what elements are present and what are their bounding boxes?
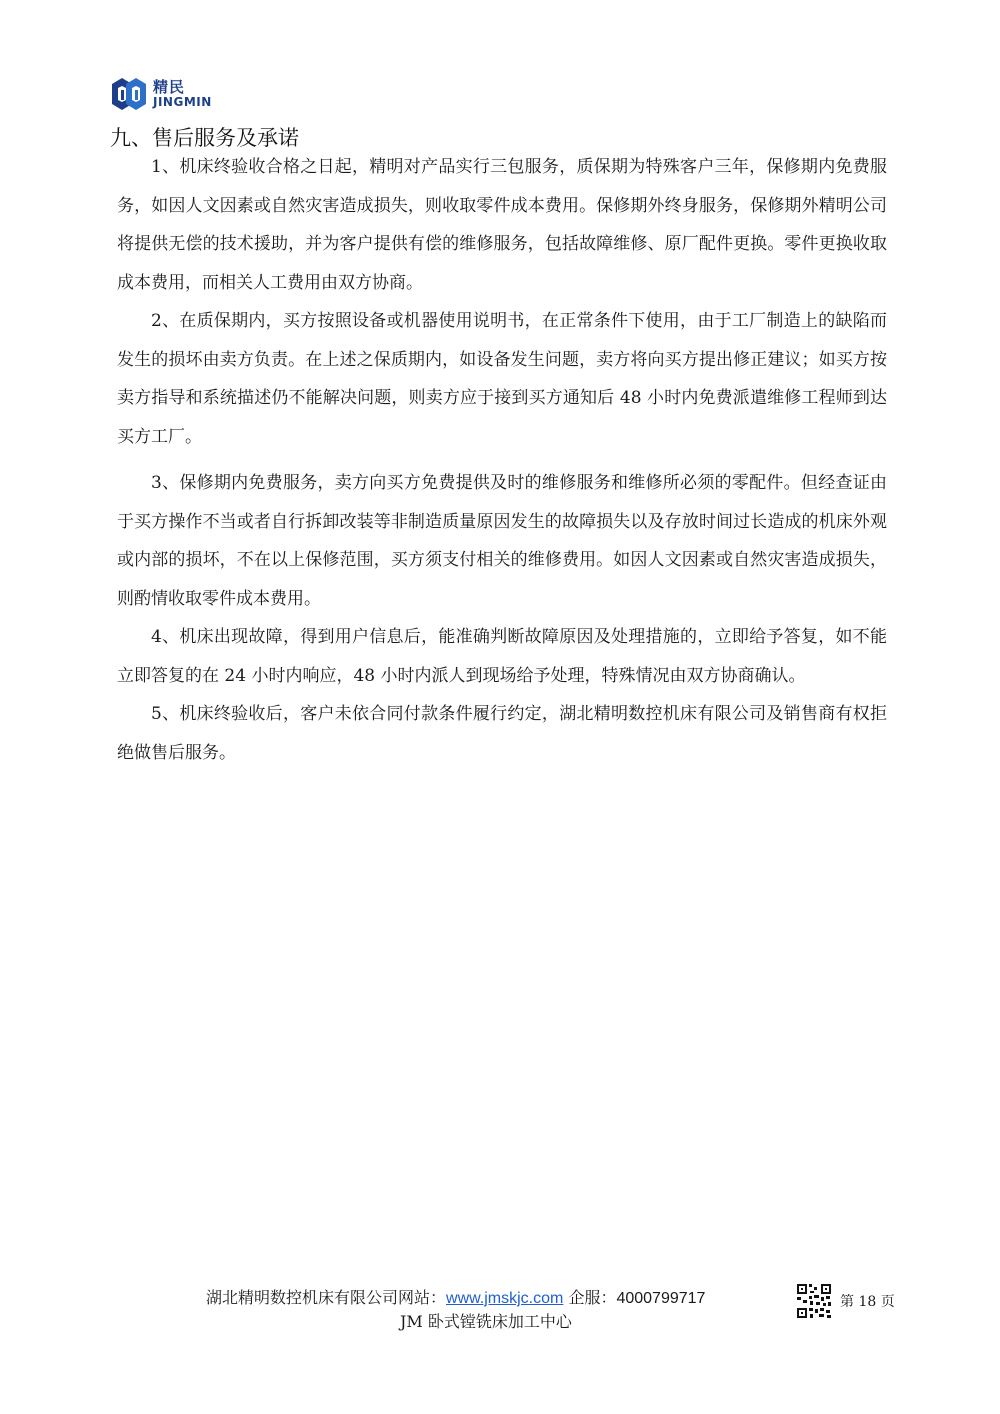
page-footer — [0, 1283, 1000, 1343]
website-link[interactable]: www.jmskjc.com — [446, 1290, 564, 1307]
service-phone: 4000799717 — [616, 1290, 706, 1307]
paragraph-5: 5、机床终验收后，客户未依合同付款条件履行约定，湖北精明数控机床有限公司及销售商有权拒绝做售后服务。 — [117, 704, 887, 763]
footer-company-prefix: 湖北精明数控机床有限公司网站： — [206, 1288, 447, 1307]
document-body — [117, 148, 887, 772]
page-number: 第 18 页 — [840, 1294, 895, 1310]
paragraph-3: 3、保修期内免费服务，卖方向买方免费提供及时的维修服务和维修所必须的零配件。但经查证由于买方操作不当或者自行拆卸改装等非制造质量原因发生的故障损失以及存放时间过长造成的机床外观或内部的损坏，不在以上保修范围，买方须支付相关的维修费用。如因人文因素或自然灾害造成损失，则酌情收取零件成本费用。 — [117, 473, 887, 609]
logo-english-text: JINGMIN — [153, 95, 212, 109]
paragraph-2: 2、在质保期内，买方按照设备或机器使用说明书，在正常条件下使用，由于工厂制造上的缺陷而发生的损坏由卖方负责。在上述之保质期内，如设备发生问题，卖方将向买方提出修正建议；如买方按卖方指导和系统描述仍不能解决问题，则卖方应于接到买方通知后 48 小时内免费派遣维修工程师到达买方工厂。 — [117, 311, 887, 447]
section-title: 九、售后服务及承诺 — [110, 126, 299, 150]
paragraph-1: 1、机床终验收合格之日起，精明对产品实行三包服务，质保期为特殊客户三年，保修期内免费服务，如因人文因素或自然灾害造成损失，则收取零件成本费用。保修期外终身服务，保修期外精明公司将提供无偿的技术援助，并为客户提供有偿的维修服务，包括故障维修、原厂配件更换。零件更换收取成本费用，而相关人工费用由双方协商。 — [117, 157, 887, 293]
footer-contact-line — [206, 1285, 705, 1308]
footer-service-label: 企服： — [563, 1288, 617, 1307]
qr-code-icon — [796, 1283, 832, 1319]
footer-subtitle: JM 卧式镗铣床加工中心 — [400, 1312, 572, 1331]
paragraph-4: 4、机床出现故障，得到用户信息后，能准确判断故障原因及处理措施的，立即给予答复，如不能立即答复的在 24 小时内响应，48 小时内派人到现场给予处理，特殊情况由双方协商确认。 — [117, 627, 887, 686]
logo-chinese-text: 精民 — [153, 78, 186, 96]
